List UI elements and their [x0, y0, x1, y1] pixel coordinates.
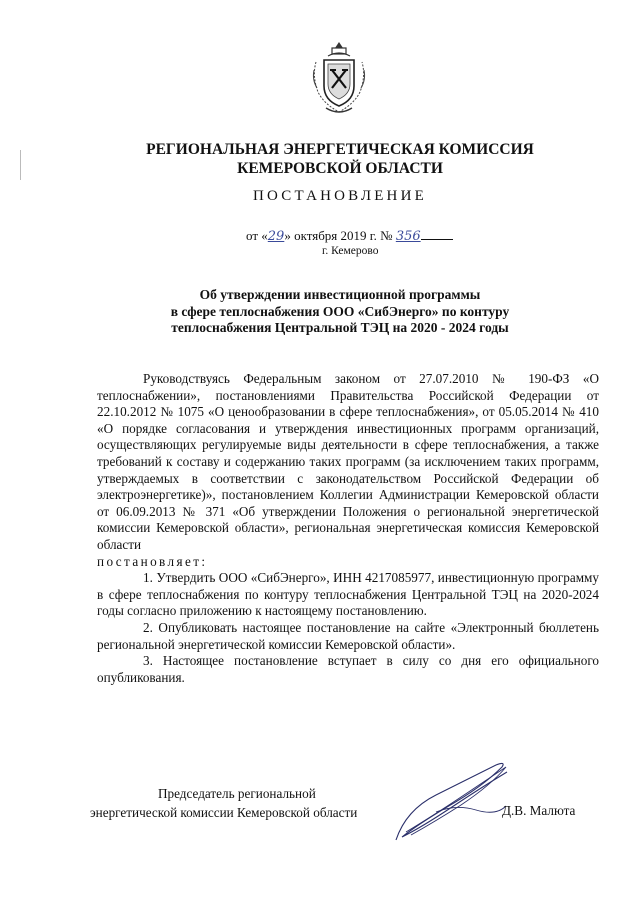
document-subject: [130, 287, 550, 337]
handwritten-signature: [376, 752, 526, 852]
item-2: 2. Опубликовать настоящее постановление на сайте «Электронный бюллетень региональной энергетической комиссии Кемеровской области».: [97, 619, 599, 652]
authority-title-line1: РЕГИОНАЛЬНАЯ ЭНЕРГЕТИЧЕСКАЯ КОМИССИЯ: [146, 141, 534, 158]
decree-word: постановляет:: [97, 553, 208, 569]
date-line: [246, 228, 453, 244]
date-day: 29: [267, 229, 285, 244]
coat-of-arms-icon: [308, 40, 370, 116]
item-3: 3. Настоящее постановление вступает в силу со дня его официального опубликования.: [97, 653, 599, 685]
signatory-name: Д.В. Малюта: [502, 803, 576, 818]
position-line2: энергетической комиссии Кемеровской области: [90, 805, 358, 820]
signatory-position: [90, 784, 357, 822]
position-line1: Председатель региональной: [158, 786, 316, 801]
number-underline: [421, 239, 453, 240]
preamble-paragraph: Руководствуясь Федеральным законом от 27.07.2010 № 190-ФЗ «О теплоснабжении», постановлениями Правительства Российской Федерации от 22.10.2012 № 1075 «О ценообразовании в сфере теплоснабжения», от 05.05.2014 № 410 «О порядке согласования и утверждения инвестиционных программ организаций, осуществляющих регулируемые виды деятельности в сфере теплоснабжения, а также требований к составу и содержанию таких программ (за исключением таких программ, утверждаемых в соответствии с законодательством Российской Федерации об электроэнергетике)», постановлением Коллегии Администрации Кемеровской области от 06.09.2013 № 371 «Об утверждении Положения о региональной энергетической комиссии Кемеровской области», региональная энергетическая комиссия Кемеровской области: [97, 371, 599, 552]
document-type: ПОСТАНОВЛЕНИЕ: [253, 188, 427, 204]
margin-mark: [20, 150, 21, 180]
date-prefix: от «: [246, 228, 268, 243]
item-1: 1. Утвердить ООО «СибЭнерго», ИНН 4217085977, инвестиционную программу в сфере теплоснабжения по контуру теплоснабжения Центральной ТЭЦ на 2020-2024 годы согласно приложению к настоящему постановлению.: [97, 570, 599, 619]
authority-title-line2: КЕМЕРОВСКОЙ ОБЛАСТИ: [237, 160, 443, 177]
document-number: 356: [395, 229, 421, 244]
subject-line3: теплоснабжения Центральной ТЭЦ на 2020 - 2024 годы: [171, 320, 509, 335]
city: г. Кемерово: [322, 245, 379, 257]
date-rest: » октября 2019 г. №: [284, 228, 393, 243]
subject-line2: в сфере теплоснабжения ООО «СибЭнерго» по контуру: [170, 303, 510, 319]
document-body: [97, 371, 599, 686]
subject-line1: Об утверждении инвестиционной программы: [199, 287, 481, 302]
authority-title: [120, 140, 560, 178]
